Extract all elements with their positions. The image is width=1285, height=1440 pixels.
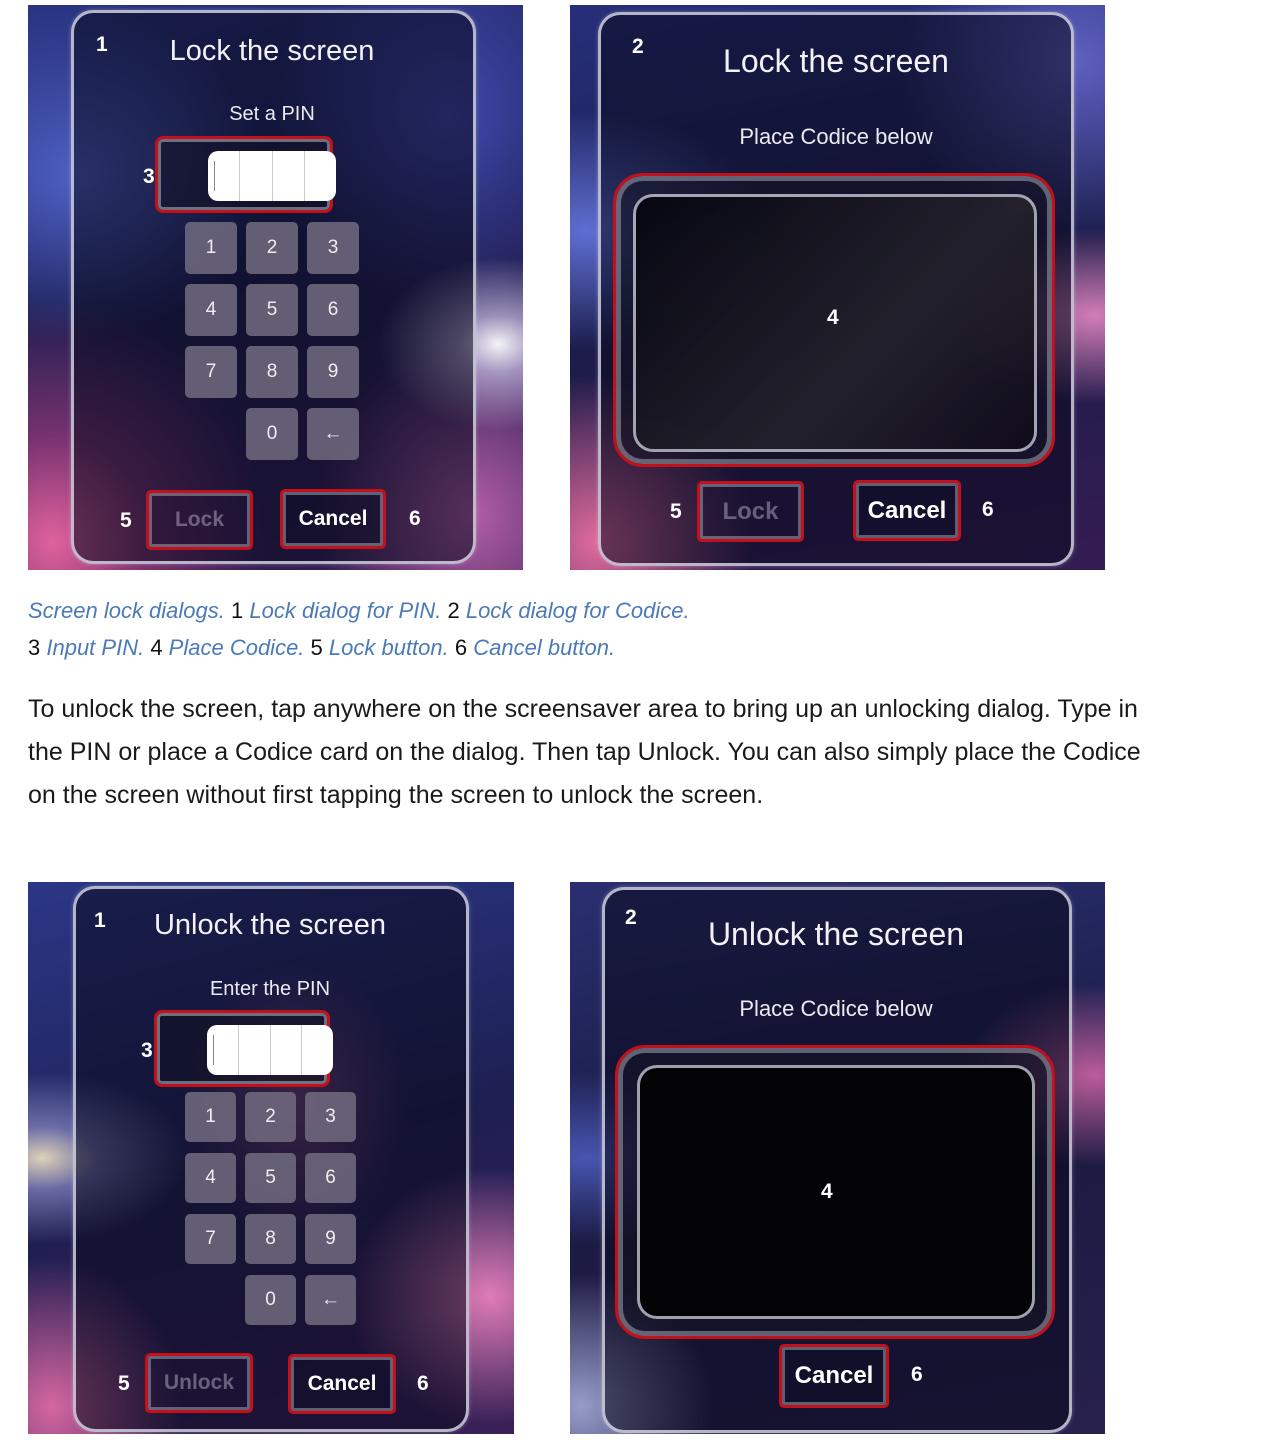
key-5[interactable]: 5 <box>245 1153 296 1203</box>
lock-button[interactable]: Lock <box>146 490 253 550</box>
key-9[interactable]: 9 <box>307 346 359 398</box>
caption-line-2 <box>28 629 690 666</box>
dialog-title: Unlock the screen <box>153 909 387 941</box>
body-paragraph: To unlock the screen, tap anywhere on the screensaver area to bring up an unlocking dialog. Type in the PIN or place a Codice card on the dialog. Then tap Unlock. You can also simply place the Codice on the screen without first tapping the screen to unlock the screen. <box>28 695 1141 809</box>
pin-digit-4[interactable] <box>305 151 336 201</box>
cancel-button[interactable]: Cancel <box>779 1344 889 1408</box>
callout-6: 6 <box>409 507 421 530</box>
unlock-pin-screenshot <box>28 882 514 1434</box>
key-7[interactable]: 7 <box>185 1214 236 1264</box>
dialog-title: Lock the screen <box>723 43 949 79</box>
backspace-arrow-icon: ← <box>323 423 343 444</box>
pin-digit-2[interactable] <box>240 151 272 201</box>
callout-2: 2 <box>632 35 644 58</box>
caption-callout-number: 5 <box>310 635 323 660</box>
caption-text: Lock dialog for Codice. <box>459 598 690 623</box>
caption-callout-number: 3 <box>28 635 41 660</box>
key-0[interactable]: 0 <box>246 408 298 460</box>
callout-4: 4 <box>821 1180 833 1203</box>
backspace-key[interactable] <box>307 408 359 460</box>
caption-text: Place Codice. <box>162 635 311 660</box>
key-6[interactable]: 6 <box>305 1153 356 1203</box>
key-8[interactable]: 8 <box>245 1214 296 1264</box>
pin-digit-2[interactable] <box>239 1025 271 1075</box>
callout-6: 6 <box>911 1363 923 1386</box>
key-3[interactable]: 3 <box>307 222 359 274</box>
text-caret <box>214 161 215 191</box>
caption-text: Lock button. <box>322 635 455 660</box>
callout-1: 1 <box>94 909 106 932</box>
callout-1: 1 <box>96 33 108 56</box>
caption-line-1 <box>28 592 690 629</box>
pin-input[interactable] <box>208 151 336 201</box>
key-9[interactable]: 9 <box>305 1214 356 1264</box>
pin-digit-1[interactable] <box>208 151 240 201</box>
pin-digit-4[interactable] <box>302 1025 333 1075</box>
callout-5: 5 <box>670 500 682 523</box>
key-1[interactable]: 1 <box>185 1092 236 1142</box>
key-spacer <box>185 1275 236 1325</box>
callout-3: 3 <box>143 165 155 188</box>
unlock-button[interactable]: Unlock <box>145 1353 253 1413</box>
callout-6: 6 <box>982 498 994 521</box>
cancel-button[interactable]: Cancel <box>288 1354 396 1414</box>
key-8[interactable]: 8 <box>246 346 298 398</box>
key-6[interactable]: 6 <box>307 284 359 336</box>
key-4[interactable]: 4 <box>185 284 237 336</box>
lock-pin-screenshot <box>28 5 523 570</box>
callout-2: 2 <box>625 906 637 929</box>
pin-digit-1[interactable] <box>207 1025 239 1075</box>
caption-callout-number: 1 <box>231 598 244 623</box>
backspace-arrow-icon: ← <box>321 1289 340 1310</box>
dialog-title: Unlock the screen <box>707 916 965 952</box>
callout-3: 3 <box>141 1039 153 1062</box>
key-7[interactable]: 7 <box>185 346 237 398</box>
dialog-subtitle: Set a PIN <box>229 103 315 125</box>
text-caret <box>213 1035 214 1065</box>
dialog-subtitle: Enter the PIN <box>209 978 331 1000</box>
caption-callout-number: 6 <box>454 635 468 660</box>
figure-caption <box>28 592 690 666</box>
callout-6: 6 <box>417 1372 429 1395</box>
numeric-keypad <box>185 222 359 460</box>
cancel-button[interactable]: Cancel <box>853 480 961 541</box>
pin-input[interactable] <box>207 1025 333 1075</box>
dialog-subtitle: Place Codice below <box>739 996 933 1021</box>
pin-digit-3[interactable] <box>271 1025 303 1075</box>
key-5[interactable]: 5 <box>246 284 298 336</box>
caption-text: Lock dialog for PIN. <box>243 598 448 623</box>
lock-button[interactable]: Lock <box>697 481 804 542</box>
caption-text: Input PIN. <box>40 635 151 660</box>
caption-text: Screen lock dialogs. <box>28 598 231 623</box>
key-3[interactable]: 3 <box>305 1092 356 1142</box>
callout-5: 5 <box>120 509 132 532</box>
numeric-keypad <box>185 1092 356 1325</box>
backspace-key[interactable] <box>305 1275 356 1325</box>
caption-text: Cancel button. <box>467 635 616 660</box>
key-2[interactable]: 2 <box>246 222 298 274</box>
dialog-subtitle: Place Codice below <box>739 124 933 149</box>
cancel-button[interactable]: Cancel <box>280 489 386 549</box>
codice-drop-area[interactable] <box>637 1065 1035 1319</box>
key-0[interactable]: 0 <box>245 1275 296 1325</box>
dialog-title: Lock the screen <box>169 35 375 67</box>
caption-callout-number: 2 <box>447 598 460 623</box>
unlock-codice-screenshot <box>570 882 1105 1434</box>
callout-4: 4 <box>827 306 839 329</box>
lock-codice-screenshot <box>570 5 1105 570</box>
caption-callout-number: 4 <box>150 635 163 660</box>
key-4[interactable]: 4 <box>185 1153 236 1203</box>
key-1[interactable]: 1 <box>185 222 237 274</box>
key-2[interactable]: 2 <box>245 1092 296 1142</box>
callout-5: 5 <box>118 1372 130 1395</box>
key-spacer <box>185 408 237 460</box>
pin-digit-3[interactable] <box>273 151 305 201</box>
